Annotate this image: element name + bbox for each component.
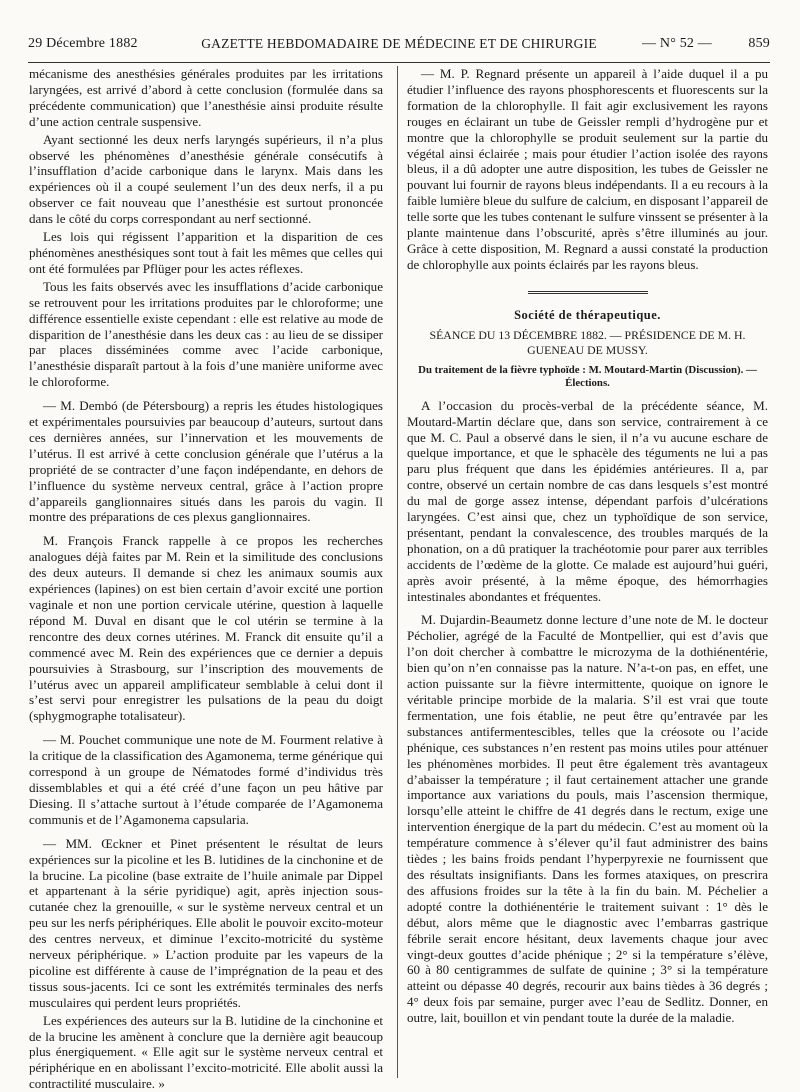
session-subheading: Du traitement de la fièvre typhoïde : M. Moutard-Martin (Discussion). — Élections. <box>418 363 757 389</box>
paragraph: mécanisme des anesthésies générales produites par les irritations laryngées, est arrivé d’abord à cette conclusion (formulée dans sa précédente communication) que l’anesthésie ainsi produite résulte d’une action centrale suspensive. <box>29 66 383 129</box>
paragraph: A l’occasion du procès-verbal de la précédente séance, M. Moutard-Martin déclare que, dans son service, contrairement à ce que M. C. Paul a observé dans le sien, il n’a vu aucune eschare de quelque importance, et que le sphacèle des téguments ne lui a pas paru plus fréquent que dans les épidémies antérieures. Il a, par contre, observé un certain nombre de cas dans lesquels s’est montré du mal de gorge assez intense, dépendant parfois d’ulcérations laryngées. C’est ainsi que, chez un typhoïdique de son service, présentant, pendant la convalescence, des troubles marqués de la phonation, on a dû pratiquer la trachéotomie pour parer aux terribles accidents de l’œdème de la glotte. Ce malade est aujourd’hui guéri, après avoir présenté, à la même époque, des hémorrhagies intestinales abondantes et fréquentes. <box>407 397 768 604</box>
issue-date: 29 Décembre 1882 <box>28 36 138 51</box>
paragraph: M. François Franck rappelle à ce propos les recherches analogues déjà faites par M. Rein et la similitude des conclusions des deux auteurs. Il demande si chez les animaux soumis aux expériences (lapines) on est bien certain d’avoir excité une portion vaginale et non une portion cervicale utérine, question à laquelle répond M. Duval en disant que le col utérin se termine à la rencontre des deux cornes utérines. M. Franck dit ensuite qu’il a commencé avec M. Rein des expériences que ce dernier a depuis poursuivies à Strasbourg, sur l’inscription des mouvements de l’utérus avec un appareil amplificateur semblable à celui dont il s’est servi pour enregistrer les pulsations de la peau du doigt (sphygmographe totalisateur). <box>29 533 383 724</box>
right-column <box>407 66 768 1026</box>
issue-number: — N° 52 — <box>641 36 712 51</box>
paragraph: Les lois qui régissent l’apparition et la disparition de ces phénomènes anesthésiques sont tout à fait les mêmes que celles qui ont été formulées par Pflüger pour les actes réflexes. <box>29 229 383 276</box>
paragraph: Ayant sectionné les deux nerfs laryngés supérieurs, il n’a plus observé les phénomènes d’anesthésie générale consécutifs à l’insufflation d’acide carbonique dans le larynx. Mais dans les expériences où il a coupé seulement l’un des deux nerfs, il a pu observer ce fait nouveau que l’anesthésie est surtout prononcée dans le côté du corps correspondant au nerf sectionné. <box>29 131 383 227</box>
left-column <box>29 66 383 1092</box>
paragraph: — M. P. Regnard présente un appareil à l’aide duquel il a pu étudier l’influence des rayons phosphorescents et fluorescents sur la formation de la chlorophylle. Il fait agir exclusivement les rayons rouges en éclairant un tube de Geissler rempli d’hydrogène pur et montre que la chlorophylle se produit seulement sur la partie du végétal ainsi éclairée ; mais pour étudier l’action isolée des rayons bleus, il a dû adopter une autre disposition, les tubes de Geissler ne pouvant lui fournir de rayons bleus indépendants. Il a eu recours à la faible lumière bleue du sulfure de calcium, en disposant l’appareil de telle sorte que les tubes contenant le sulfure vinssent se présenter à la plante maintenue dans l’obscurité, après s’être illuminés au jour. Grâce à cette disposition, M. Regnard a aussi constaté la production de chlorophylle aux points éclairés par les rayons bleus. <box>407 66 768 272</box>
journal-title: GAZETTE HEBDOMADAIRE DE MÉDECINE ET DE CHIRURGIE <box>201 36 597 51</box>
paragraph: Les expériences des auteurs sur la B. lutidine de la cinchonine et de la brucine les amènent à conclure que la dernière agit beaucoup plus énergiquement. « Elle agit sur le système nerveux central et périphérique en en abolissant l’excito-motricité. Elle abolit aussi la contractilité musculaire. » <box>29 1012 383 1092</box>
paragraph: — M. Pouchet communique une note de M. Fourment relative à la critique de la classification des Agamonema, terme générique qui correspond à un groupe de Nématodes formé d’individus très dissemblables et qui a été créé d’une façon un peu hâtive par Diesing. Il s’attache surtout à l’étude comparée de l’Agamonema communis et de l’Agamonema capsularia. <box>29 732 383 827</box>
section-separator <box>528 291 648 294</box>
page-number: 859 <box>748 36 770 51</box>
section-title: Société de thérapeutique. <box>514 307 661 322</box>
header-rule <box>28 62 770 63</box>
column-divider <box>397 66 398 1078</box>
paragraph: — MM. Œckner et Pinet présentent le résultat de leurs expériences sur la picoline et les B. lutidines de la cinchonine et de la brucine. La picoline (base extraite de l’huile animale par Dippel et appartenant à la série pyridique) agit, après injection sous-cutanée chez la grenouille, « sur le système nerveux central et un peu sur les nerfs périphériques. Elle abolit le pouvoir excito-moteur des centres nerveux, et diminue l’excito-motricité du système nerveux périphérique. » L’action produite par les vapeurs de la picoline est différente à cause de l’imprégnation de la peau et des tissus sous-jacents. Ici ce sont les extrémités terminales des nerfs musculaires qui perdent leurs propriétés. <box>29 835 383 1010</box>
paragraph: M. Dujardin-Beaumetz donne lecture d’une note de M. le docteur Pécholier, agrégé de la Faculté de Montpellier, qui est d’avis que l’on doit chercher à combattre le microzyma de la dothiénentérie, bien qu’on n’en connaisse pas la nature. N’a-t-on pas, en effet, une action puissante sur la fièvre intermittente, quoique on ignore le véritable principe morbide de la malaria. S’il est vrai que toute fermentation, une fois établie, ne peut être qu’entravée par les substances antifermentescibles, telles que la créosote ou l’acide phénique, ces substances n’en restent pas moins utiles pour atténuer les phénomènes morbides. Il peut être également très avantageux d’abaisser la température ; il faut certainement attacher une grande importance aux variations du pouls, mais l’ascension thermique, lorsqu’elle atteint le chiffre de 41 degrés dans le rectum, exige une intervention énergique de la part du médecin. C’est au moment où la température commence à s’élever qu’il faut administrer des bains tièdes ; les bains froids pendant l’hyperpyrexie ne fournissent que des résultats insignifiants. Dans les formes ataxiques, on prescrira des affusions froides sur la tête à la fin du bain. M. Péchelier a adopté contre la dothiénentérie le traitement suivant : 1° dès le début, alors même que le diagnostic avec l’embarras gastrique fébrile serait encore hésitant, deux lavements chaque jour avec vingt-deux gouttes d’acide phénique ; 2° si la température s’élève, 60 à 80 centigrammes de sulfate de quinine ; 3° si la température atteint ou dépasse 40 degrés, recourir aux bains tièdes à 36 degrés ; 4° deux fois par semaine, purger avec l’eau de Sedlitz. Donner, en outre, lait, bouillon et vin pendant toute la durée de la maladie. <box>407 612 768 1026</box>
paragraph: — M. Dembó (de Pétersbourg) a repris les études histologiques et expérimentales poursuivies par beaucoup d’auteurs, surtout dans ces dernières années, sur l’innervation et les mouvements de l’utérus. Il est arrivé à cette conclusion générale que l’utérus a la propriété de se contracter d’une façon indépendante, en dehors de l’influence du système nerveux central, grâce à l’action propre d’appareils ganglionnaires situés dans les parois du vagin. Il montre des préparations de ces plexus ganglionnaires. <box>29 398 383 525</box>
paragraph: Tous les faits observés avec les insufflations d’acide carbonique se retrouvent pour les irritations produites par le chloroforme; une différence essentielle existe cependant : elle est relative au mode de disparition de l’anesthésie dans les deux cas : au lieu de se dissiper par places disséminées comme avec l’acide carbonique, l’anesthésie disparaît partout à la fois d’une manière uniforme avec le chloroforme. <box>29 278 383 390</box>
running-header <box>28 36 770 58</box>
session-heading: SÉANCE DU 13 DÉCEMBRE 1882. — PRÉSIDENCE DE M. H. GUENEAU DE MUSSY. <box>429 327 746 357</box>
